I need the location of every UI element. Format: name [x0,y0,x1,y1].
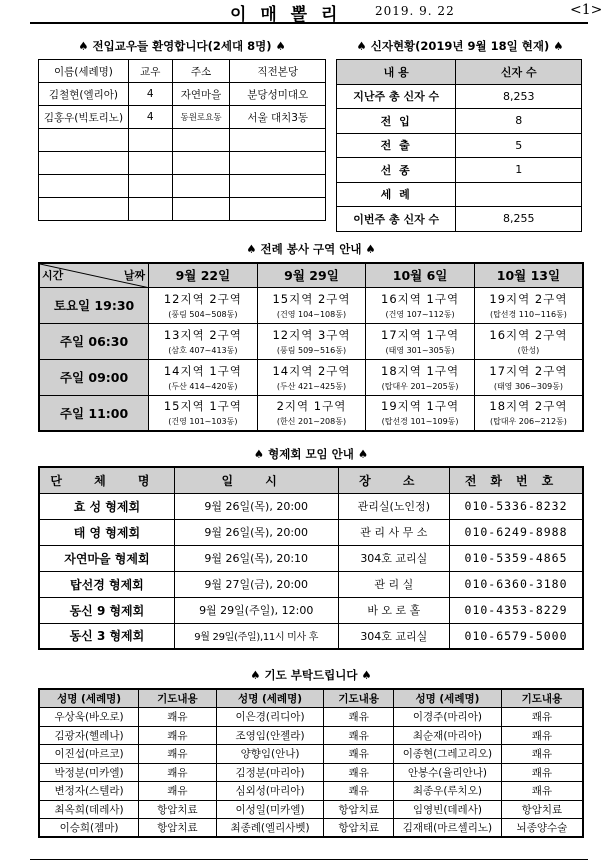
fellowship-datetime: 9월 26일(목), 20:00 [174,519,338,545]
fellowship-group: 동신 9 형제회 [39,597,174,623]
prayer-col-name: 성명 (세례명) [394,689,502,708]
service-detail: (탑선경 110~116동) [489,309,567,319]
table-row [39,359,583,395]
empty-cell [230,198,326,221]
prayer-name: 이성일(미카엘) [216,800,324,819]
service-date: 10월 13일 [474,263,583,287]
table-row [39,623,583,649]
table-row [337,133,582,158]
fellowship-phone: 010-6360-3180 [450,571,583,597]
service-detail: (탑대우 206~212동) [489,417,567,427]
welcome-col-family: 교우 [128,60,172,83]
fellowship-phone: 010-5359-4865 [450,545,583,571]
empty-cell [39,152,129,175]
service-detail: (태영 301~305동) [385,345,455,355]
service-cell [366,323,475,359]
empty-cell [172,152,230,175]
prayer-name: 이경주(마리아) [394,708,502,727]
fellowship-col-phone: 전화번호 [450,467,583,493]
empty-cell [172,198,230,221]
members-col-content: 내 용 [337,60,456,85]
prayer-intent: 쾌유 [501,708,583,727]
prayer-name: 이승희(젬마) [39,819,139,838]
table-row [39,708,583,727]
service-zone: 19지역 2구역 [489,291,568,306]
service-detail: (두산 414~420동) [168,381,238,391]
prayer-intent: 쾌유 [501,763,583,782]
service-zone: 15지역 1구역 [163,399,242,414]
table-row [39,175,326,198]
table-row [337,207,582,232]
welcome-prev-parish: 서울 대치3동 [230,106,326,129]
welcome-col-prev-parish: 직전본당 [230,60,326,83]
prayer-name: 최종우(루치오) [394,782,502,801]
prayer-intent: 쾌유 [324,782,394,801]
fellowship-col-group: 단 체 명 [39,467,174,493]
service-zone: 16지역 2구역 [489,327,568,342]
members-value [456,182,582,207]
fellowship-datetime: 9월 29일(주일),11시 미사 후 [174,623,338,649]
service-detail: (건영 104~108동) [276,309,347,319]
service-cell [366,287,475,323]
fellowship-group: 탑선경 형제회 [39,571,174,597]
fellowship-place: 304호 교리실 [338,623,449,649]
members-value: 8 [456,109,582,134]
service-time: 주일 11:00 [39,395,149,431]
empty-cell [230,152,326,175]
table-row [39,726,583,745]
service-detail: (탑선경 101~109동) [381,417,459,427]
service-zone: 15지역 2구역 [272,291,351,306]
members-label: 이번주 총 신자 수 [337,207,456,232]
fellowship-place: 관 리 사 무 소 [338,519,449,545]
fellowship-place: 304호 교리실 [338,545,449,571]
table-row [39,287,583,323]
table-row [39,571,583,597]
members-col-count: 신자 수 [456,60,582,85]
service-date: 9월 22일 [149,263,258,287]
empty-cell [128,129,172,152]
members-title: ♠ 신자현황(2019년 9월 18일 현재) ♠ [356,39,564,53]
service-cell [474,287,583,323]
service-cell [257,395,366,431]
welcome-name: 김철현(엘리아) [39,83,129,106]
prayer-table [38,688,584,838]
table-row [39,800,583,819]
service-title: ♠ 전례 봉사 구역 안내 ♠ [246,242,376,256]
prayer-intent: 항암치료 [324,800,394,819]
fellowship-phone: 010-5336-8232 [450,493,583,519]
table-row [39,106,326,129]
prayer-name: 최종례(엘리사벳) [216,819,324,838]
fellowship-title: ♠ 형제회 모임 안내 ♠ [253,447,369,461]
empty-cell [230,175,326,198]
prayer-col-name: 성명 (세례명) [216,689,324,708]
prayer-intent: 항암치료 [501,800,583,819]
table-row [39,745,583,764]
fellowship-group: 태 영 형제회 [39,519,174,545]
prayer-name: 김광자(헬레나) [39,726,139,745]
corner-date-label: 날짜 [123,269,146,282]
bulletin-date: 2019. 9. 22 [375,4,455,18]
prayer-name: 양향임(안나) [216,745,324,764]
prayer-intent: 항암치료 [324,819,394,838]
members-label: 전 입 [337,109,456,134]
members-value: 8,253 [456,84,582,109]
prayer-intent: 쾌유 [324,726,394,745]
fellowship-phone: 010-6249-8988 [450,519,583,545]
prayer-name: 임영빈(데레사) [394,800,502,819]
prayer-intent: 쾌유 [501,726,583,745]
fellowship-col-place: 장 소 [338,467,449,493]
prayer-intent: 쾌유 [324,763,394,782]
fellowship-phone: 010-6579-5000 [450,623,583,649]
service-zone: 19지역 1구역 [381,399,460,414]
service-zone: 12지역 2구역 [163,291,242,306]
prayer-intent: 항암치료 [139,819,217,838]
service-zone: 18지역 2구역 [489,399,568,414]
members-label: 선 종 [337,158,456,183]
bulletin-header [30,0,603,25]
welcome-header-row [39,60,326,83]
prayer-name: 이진섭(마르코) [39,745,139,764]
members-header-row [337,60,582,85]
service-time: 주일 06:30 [39,323,149,359]
table-row [39,763,583,782]
service-cell [474,323,583,359]
service-detail: (태영 306~309동) [493,381,564,391]
empty-cell [39,198,129,221]
service-cell [149,395,258,431]
table-row [39,519,583,545]
fellowship-datetime: 9월 29일(주일), 12:00 [174,597,338,623]
prayer-intent: 쾌유 [501,782,583,801]
members-value: 8,255 [456,207,582,232]
service-header-row [39,263,583,287]
table-row [39,493,583,519]
service-zone: 14지역 2구역 [272,363,351,378]
service-cell [149,323,258,359]
service-cell [366,395,475,431]
prayer-name: 변정자(스텔라) [39,782,139,801]
welcome-title: ♠ 전입교우들 환영합니다(2세대 8명) ♠ [78,39,286,53]
service-detail: (풍림 509~516동) [276,345,347,355]
table-row [39,782,583,801]
service-detail: (삼호 407~413동) [168,345,238,355]
fellowship-table [38,466,584,650]
empty-cell [39,129,129,152]
welcome-family: 4 [128,83,172,106]
prayer-name: 김정분(마리아) [216,763,324,782]
table-row [39,83,326,106]
empty-cell [172,175,230,198]
page-number: <1> [570,2,603,18]
table-row [39,323,583,359]
empty-cell [128,152,172,175]
service-cell [366,359,475,395]
fellowship-datetime: 9월 26일(목), 20:10 [174,545,338,571]
table-row [337,158,582,183]
prayer-name: 이은경(리디아) [216,708,324,727]
empty-cell [172,129,230,152]
service-zone: 17지역 1구역 [381,327,460,342]
service-time: 토요일 19:30 [39,287,149,323]
table-row [39,545,583,571]
table-row [337,182,582,207]
members-value: 1 [456,158,582,183]
fellowship-place: 관 리 실 [338,571,449,597]
prayer-name: 김재태(마르셀리노) [394,819,502,838]
table-row [39,129,326,152]
prayer-intent: 쾌유 [139,782,217,801]
welcome-col-address: 주소 [172,60,230,83]
service-detail: (두산 421~425동) [276,381,347,391]
service-time: 주일 09:00 [39,359,149,395]
prayer-name: 이종현(그레고리오) [394,745,502,764]
service-corner-cell [39,263,149,287]
prayer-name: 우상욱(바오로) [39,708,139,727]
service-zone: 16지역 1구역 [381,291,460,306]
prayer-intent: 뇌종양수술 [501,819,583,838]
service-detail: (한성) [517,345,540,355]
service-detail: (탑대우 201~205동) [381,381,459,391]
service-detail: (건영 107~112동) [385,309,455,319]
members-label: 전 출 [337,133,456,158]
service-cell [257,287,366,323]
prayer-intent: 항암치료 [139,800,217,819]
service-zone: 13지역 2구역 [163,327,242,342]
table-row [39,597,583,623]
service-cell [257,359,366,395]
service-zone: 17지역 2구역 [489,363,568,378]
fellowship-phone: 010-4353-8229 [450,597,583,623]
welcome-address: 자연마을 [172,83,230,106]
prayer-name: 안봉수(율리안나) [394,763,502,782]
prayer-col-name: 성명 (세례명) [39,689,139,708]
service-detail: (건영 101~103동) [168,417,238,427]
service-detail: (한신 201~208동) [276,417,347,427]
welcome-table [38,59,326,221]
welcome-col-name: 이름(세례명) [39,60,129,83]
prayer-intent: 쾌유 [324,708,394,727]
table-row [39,395,583,431]
members-label: 세 례 [337,182,456,207]
prayer-col-intent: 기도내용 [324,689,394,708]
service-zone: 18지역 1구역 [381,363,460,378]
prayer-name: 최옥희(데레사) [39,800,139,819]
fellowship-place: 관리실(노인정) [338,493,449,519]
service-detail: (풍림 504~508동) [168,309,238,319]
prayer-intent: 쾌유 [139,745,217,764]
service-zone: 12지역 3구역 [272,327,351,342]
corner-time-label: 시간 [42,269,64,282]
service-cell [149,359,258,395]
members-table [336,59,582,232]
service-table [38,262,584,432]
prayer-name: 박정분(미카엘) [39,763,139,782]
fellowship-place: 바 오 로 홀 [338,597,449,623]
fellowship-group: 자연마을 형제회 [39,545,174,571]
table-row [337,84,582,109]
fellowship-header-row [39,467,583,493]
prayer-col-intent: 기도내용 [139,689,217,708]
table-row [39,198,326,221]
fellowship-datetime: 9월 27일(금), 20:00 [174,571,338,597]
prayer-name: 최순재(마리아) [394,726,502,745]
table-row [337,109,582,134]
service-cell [257,323,366,359]
empty-cell [230,129,326,152]
fellowship-group: 효 성 형제회 [39,493,174,519]
service-date: 10월 6일 [366,263,475,287]
bulletin-title: 이 매 뽈 리 [230,5,342,25]
members-value: 5 [456,133,582,158]
members-label: 지난주 총 신자 수 [337,84,456,109]
service-date: 9월 29일 [257,263,366,287]
fellowship-col-datetime: 일 시 [174,467,338,493]
table-row [39,819,583,838]
service-zone: 14지역 1구역 [163,363,242,378]
prayer-intent: 쾌유 [139,726,217,745]
prayer-title: ♠ 기도 부탁드립니다 ♠ [250,668,372,682]
footer-divider [30,859,588,860]
empty-cell [128,175,172,198]
prayer-intent: 쾌유 [501,745,583,764]
prayer-name: 조영임(안젤라) [216,726,324,745]
fellowship-datetime: 9월 26일(목), 20:00 [174,493,338,519]
service-cell [474,395,583,431]
prayer-intent: 쾌유 [324,745,394,764]
prayer-header-row [39,689,583,708]
prayer-intent: 쾌유 [139,708,217,727]
welcome-prev-parish: 분당성미대오 [230,83,326,106]
welcome-family: 4 [128,106,172,129]
fellowship-group: 동신 3 형제회 [39,623,174,649]
welcome-address: 동원로요동 [172,106,230,129]
service-cell [149,287,258,323]
prayer-intent: 쾌유 [139,763,217,782]
service-zone: 2지역 1구역 [276,399,347,414]
welcome-name: 김홍우(빅토리노) [39,106,129,129]
empty-cell [39,175,129,198]
table-row [39,152,326,175]
service-cell [474,359,583,395]
prayer-name: 심외성(마리아) [216,782,324,801]
empty-cell [128,198,172,221]
prayer-col-intent: 기도내용 [501,689,583,708]
